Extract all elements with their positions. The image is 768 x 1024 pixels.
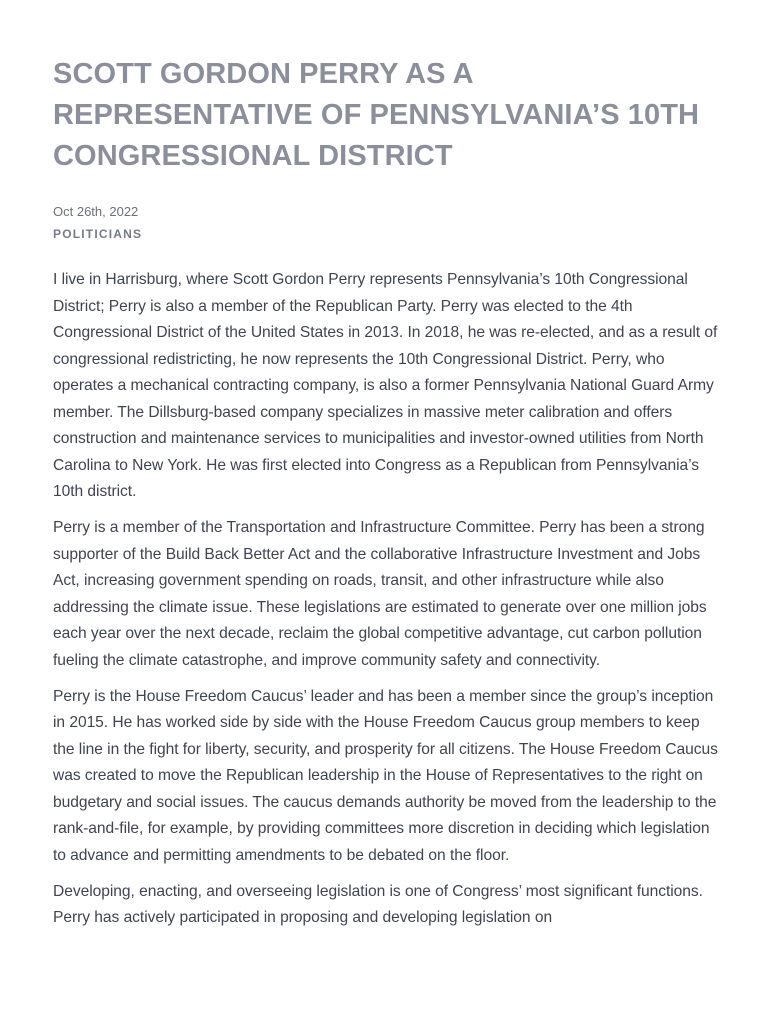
paragraph: Perry is a member of the Transportation and Infrastructure Committee. Perry has been a strong supporter of the Build Back Better Act and the collaborative Infrastructure Investment and Jobs Act, increasing government spending on roads, transit, and other infrastructure while also addressing the climate issue. These legislations are estimated to generate over one million jobs each year over the next decade, reclaim the global competitive advantage, cut carbon pollution fueling the climate catastrophe, and improve community safety and connectivity. [53,519,707,669]
paragraph: Perry is the House Freedom Caucus’ leader and has been a member since the group’s inception in 2015. He has worked side by side with the House Freedom Caucus group members to keep the line in the fight for liberty, security, and prosperity for all citizens. The House Freedom Caucus was created to move the Republican leadership in the House of Representatives to the right on budgetary and social issues. The caucus demands authority be moved from the leadership to the rank-and-file, for example, by providing committees more discretion in deciding which legislation to advance and permitting amendments to be debated on the floor. [53,687,718,864]
paragraph: I live in Harrisburg, where Scott Gordon Perry represents Pennsylvania’s 10th Congressional District; Perry is also a member of the Republican Party. Perry was elected to the 4th Congressional District of the United States in 2013. In 2018, he was re-elected, and as a result of congressional redistricting, he now represents the 10th Congressional District. Perry, who operates a mechanical contracting company, is also a former Pennsylvania National Guard Army member. The Dillsburg-based company specializes in massive meter calibration and offers construction and maintenance services to municipalities and investor-owned utilities from North Carolina to New York. He was first elected into Congress as a Republican from Pennsylvania’s 10th district. [53,271,718,500]
article-meta [53,203,718,243]
article-title: SCOTT GORDON PERRY AS A REPRESENTATIVE OF PENNSYLVANIA’S 10TH CONGRESSIONAL DISTRICT [53,58,700,172]
category-label[interactable]: POLITICIANS [53,227,143,241]
article-body [53,267,718,932]
article [53,54,718,941]
publish-date: Oct 26th, 2022 [53,204,139,219]
paragraph: Developing, enacting, and overseeing legislation is one of Congress’ most significant functions. Perry has actively participated in proposing and developing legislation on [53,882,703,926]
